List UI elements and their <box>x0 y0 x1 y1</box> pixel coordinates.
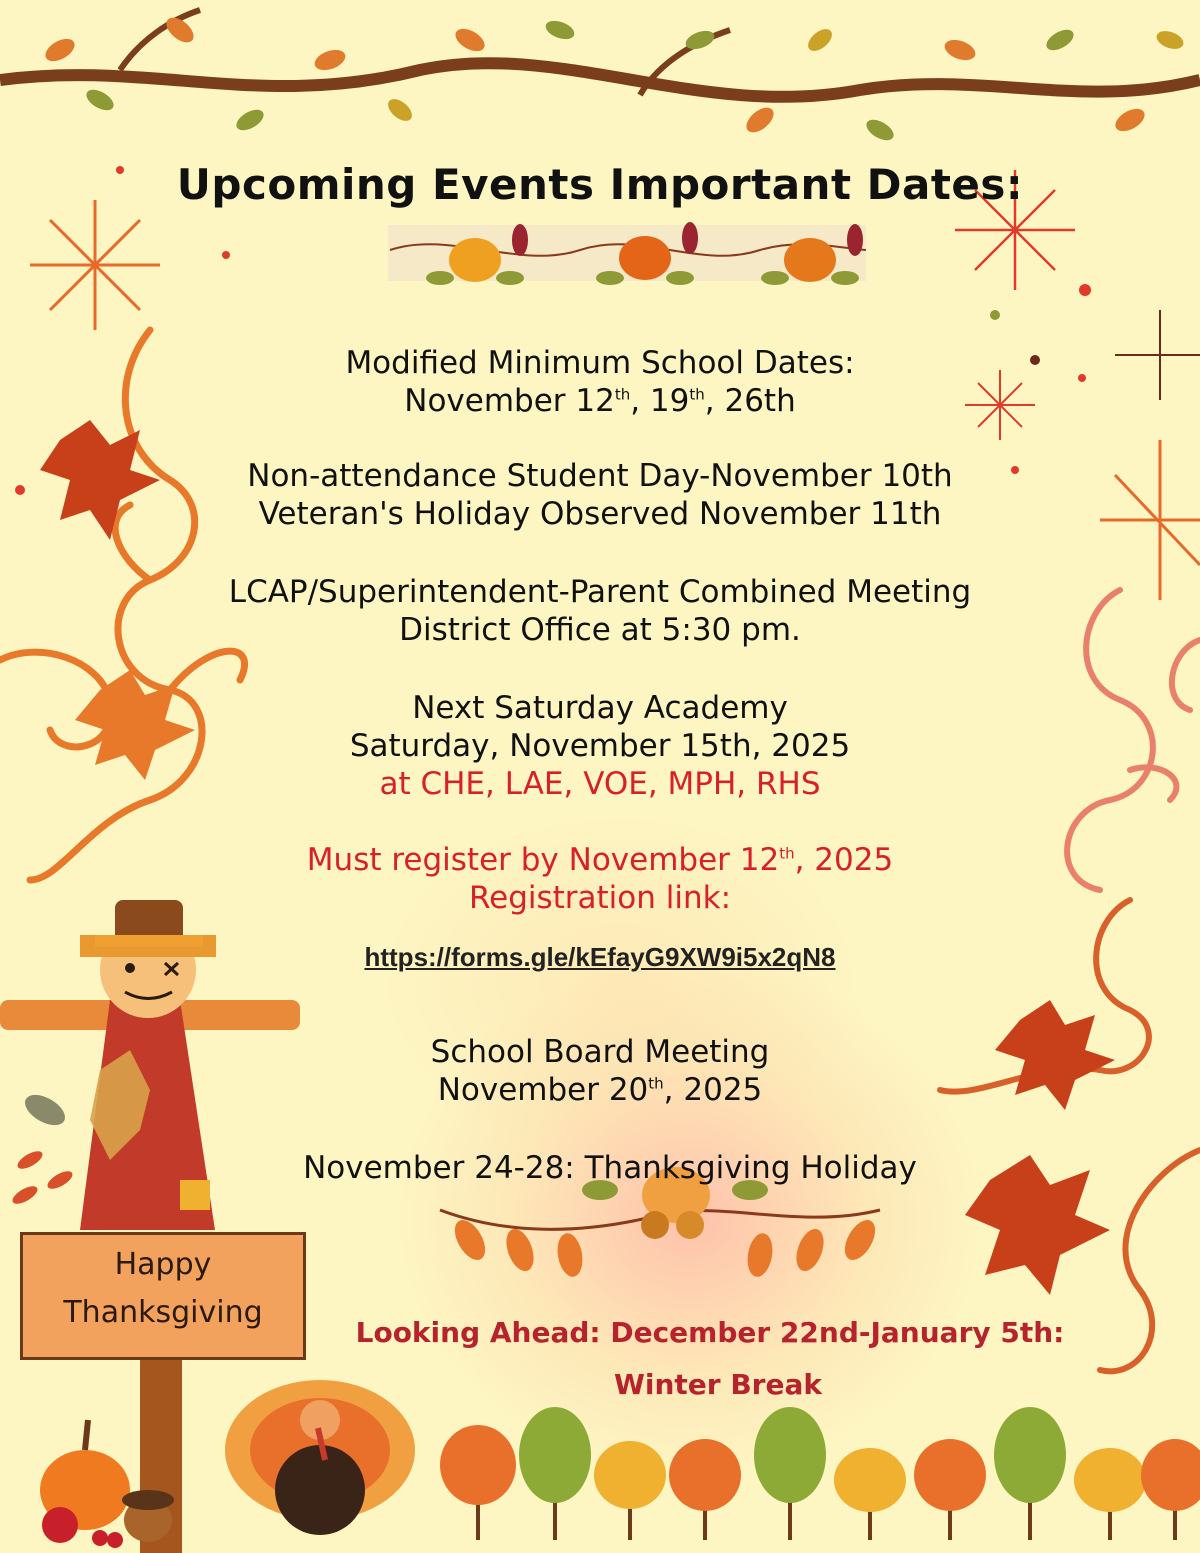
happy-thanksgiving-sign <box>20 1232 306 1360</box>
looking-ahead: Looking Ahead: December 22nd-January 5th: <box>355 1316 1065 1349</box>
deadline-year: , 2025 <box>794 842 894 878</box>
pumpkin-banner-icon <box>388 222 866 285</box>
date-text: , 26th <box>704 383 796 419</box>
board-meeting-date <box>0 1072 1200 1108</box>
saturday-academy-date: Saturday, November 15th, 2025 <box>349 728 851 764</box>
board-meeting-heading: School Board Meeting <box>430 1034 770 1070</box>
date-text: , 19 <box>630 383 690 419</box>
sign-line-2: Thanksgiving <box>63 1295 263 1330</box>
ordinal-suffix: th <box>648 1074 664 1093</box>
thanksgiving-holiday: November 24-28: Thanksgiving Holiday <box>303 1150 917 1186</box>
registration-deadline <box>0 842 1200 878</box>
lcap-location: District Office at 5:30 pm. <box>399 612 801 648</box>
registration-link-label: Registration link: <box>468 880 732 916</box>
page-title: Upcoming Events Important Dates: <box>176 160 1024 209</box>
confetti-dots <box>15 166 1091 495</box>
date-text: November 20 <box>437 1072 649 1108</box>
date-text: November 12 <box>404 383 615 419</box>
tree-row-icon <box>440 1407 1200 1540</box>
ordinal-suffix: th <box>779 844 795 863</box>
winter-break: Winter Break <box>613 1368 822 1401</box>
non-attendance-day: Non-attendance Student Day-November 10th <box>247 458 953 494</box>
lcap-meeting: LCAP/Superintendent-Parent Combined Meeting <box>228 574 972 610</box>
registration-link-row <box>0 942 1200 973</box>
minimum-days-dates <box>0 383 1200 419</box>
sign-line-1: Happy <box>114 1247 212 1282</box>
ordinal-suffix: th <box>689 385 705 404</box>
top-branch-icon <box>0 10 1200 144</box>
minimum-days-heading: Modified Minimum School Dates: <box>345 345 855 381</box>
ordinal-suffix: th <box>614 385 631 404</box>
registration-link[interactable]: https://forms.gle/kEfayG9XW9i5x2qN8 <box>364 942 836 972</box>
date-year: , 2025 <box>663 1072 763 1108</box>
veterans-holiday: Veteran's Holiday Observed November 11th <box>258 496 942 532</box>
deadline-text: Must register by November 12 <box>306 842 780 878</box>
saturday-academy-heading: Next Saturday Academy <box>412 690 788 726</box>
starburst-icon <box>30 200 160 330</box>
turkey-icon <box>225 1380 415 1535</box>
saturday-academy-sites: at CHE, LAE, VOE, MPH, RHS <box>379 766 821 802</box>
